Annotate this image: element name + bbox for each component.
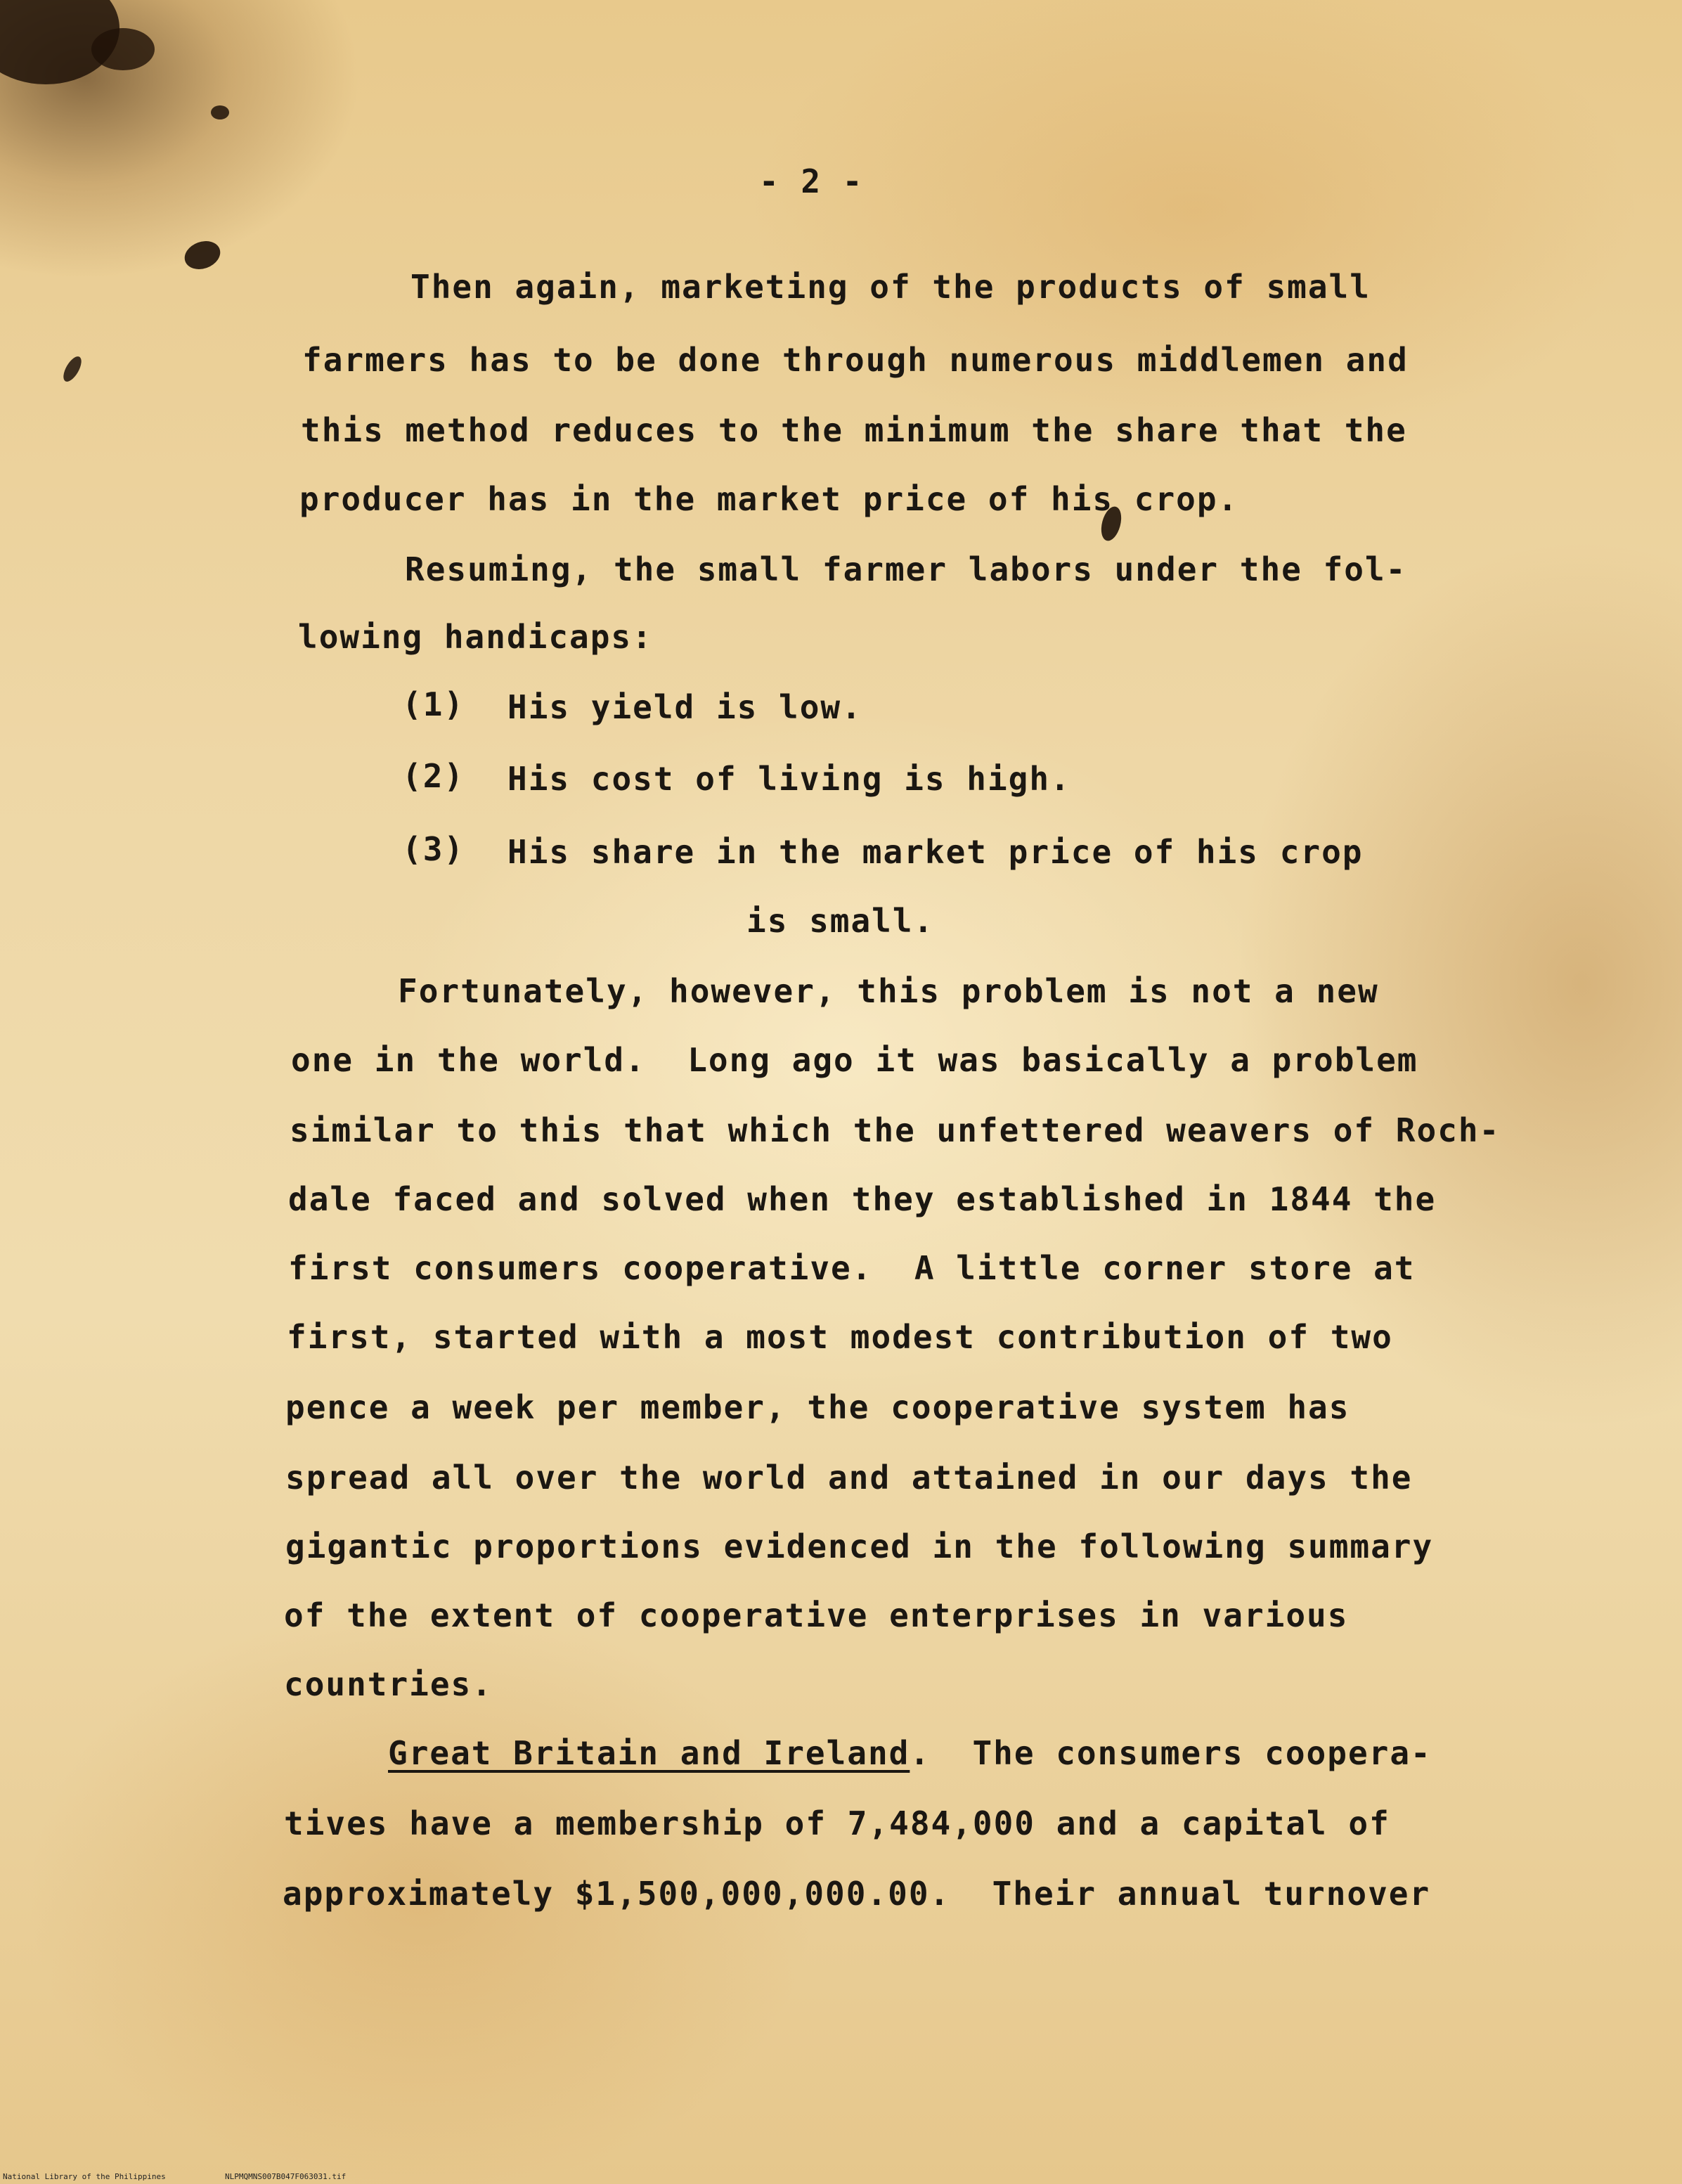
paragraph-3-line: pence a week per member, the cooperative system has [285,1388,1350,1426]
handicap-text: His yield is low. [507,688,862,726]
paragraph-3-line: countries. [284,1665,493,1703]
paragraph-1-line: this method reduces to the minimum the share that the [301,411,1407,449]
paragraph-2-line: lowing handicaps: [298,618,653,656]
paragraph-3-line: dale faced and solved when they established in 1844 the [288,1180,1437,1218]
paragraph-3-line: first consumers cooperative. A little corner store at [288,1249,1416,1287]
paragraph-3-line: Fortunately, however, this problem is not a new [398,972,1379,1010]
burn-mark [60,354,85,385]
paragraph-4-text: . The consumers coopera- [910,1734,1432,1772]
paragraph-4-line: approximately $1,500,000,000.00. Their annual turnover [283,1875,1431,1913]
country-heading: Great Britain and Ireland [388,1734,910,1772]
footer-filename: NLPMQMNS007B047F063031.tif [225,2172,347,2181]
paragraph-2-line: Resuming, the small farmer labors under the fol- [405,550,1407,588]
paragraph-1-line: farmers has to be done through numerous middlemen and [302,341,1409,379]
paragraph-4-line: tives have a membership of 7,484,000 and a capital of [284,1804,1390,1842]
handicap-text: His share in the market price of his crop [507,833,1364,871]
paragraph-3-line: gigantic proportions evidenced in the following summary [285,1527,1434,1565]
paragraph-1-line: producer has in the market price of his crop. [299,480,1239,518]
paragraph-3-line: of the extent of cooperative enterprises in various [284,1596,1349,1634]
paragraph-3-line: one in the world. Long ago it was basically a problem [291,1041,1418,1079]
paragraph-4-first-line [388,1732,1432,1774]
paragraph-1-line: Then again, marketing of the products of small [410,268,1371,306]
handicap-number: (3) [402,830,465,868]
handicap-number: (1) [402,685,465,723]
burn-mark [211,105,229,119]
burn-mark [91,28,155,70]
paragraph-3-line: first, started with a most modest contribution of two [287,1318,1393,1356]
page-number: - 2 - [759,162,864,200]
paragraph-3-line: spread all over the world and attained in our days the [285,1459,1413,1497]
handicap-text: His cost of living is high. [507,760,1071,798]
handicap-continuation: is small. [746,902,935,940]
burn-mark [181,236,224,273]
paragraph-3-line: similar to this that which the unfettered weavers of Roch- [290,1111,1501,1149]
handicap-number: (2) [402,757,465,795]
footer-library: National Library of the Philippines [3,2172,166,2181]
